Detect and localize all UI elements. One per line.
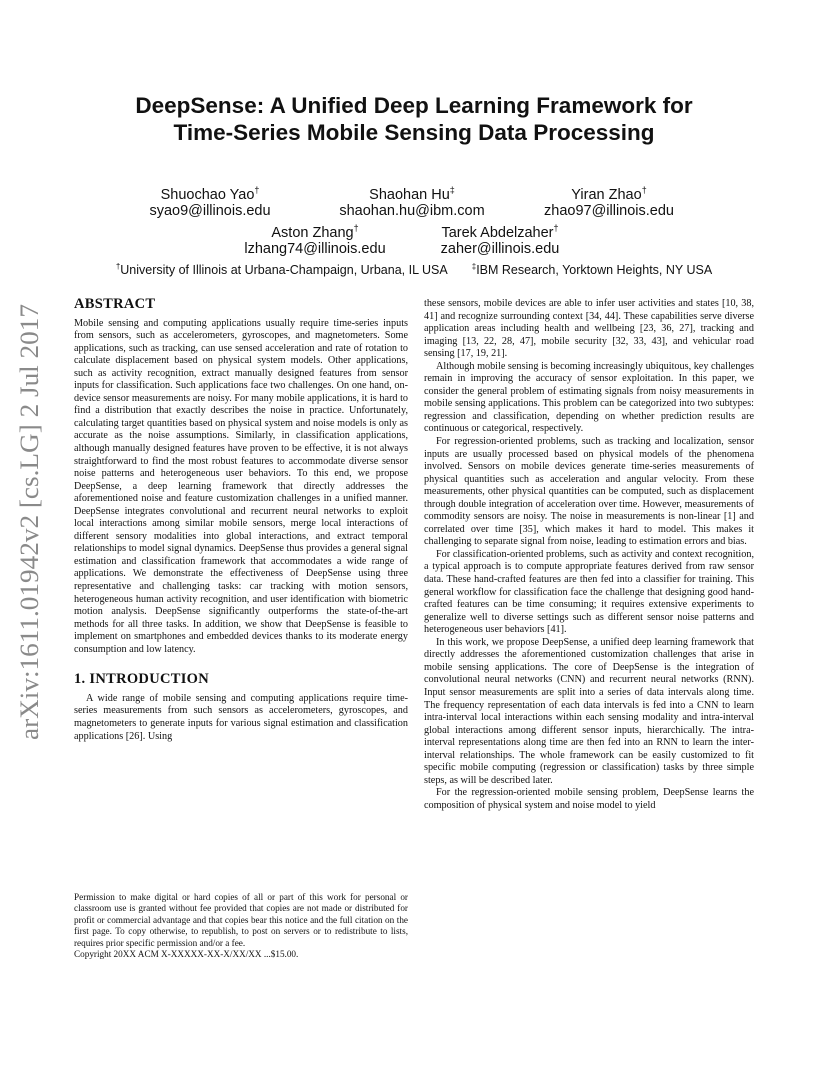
- body-paragraph: Although mobile sensing is becoming increasingly ubiquitous, key challenges remain in improving the accuracy of sensor exploitation. In this paper, we consider the general problem of estimating signals from noisy measurements in mobile sensing applications. This problem can be categorized into two subtypes: regression and classification, depending on whether prediction results are continuous or categorical, respectively.: [424, 360, 754, 435]
- affiliation-mark: ‡: [471, 262, 477, 271]
- body-paragraph: For regression-oriented problems, such as tracking and localization, sensor inputs are usually processed based on physical models of the phenomena involved. Sensors on mobile devices generate time-series measurements of physical quantities such as acceleration and angular velocity. From these measurements, other physical quantities can be computed, such as displacement through double integration of acceleration over time. However, measurements of commodity sensors are noisy. The noise in measurements is non-linear [1] and correlated over time [35], which makes it hard to model. This makes it challenging to separate signal from noise, leading to estimation errors and bias.: [424, 436, 754, 548]
- paper-title: [60, 92, 768, 146]
- affiliations: [60, 262, 768, 277]
- author-name: Aston Zhang: [271, 225, 354, 241]
- author-email: zhao97@illinois.edu: [544, 203, 674, 219]
- author-name: Shaohan Hu: [369, 187, 450, 203]
- body-paragraph: these sensors, mobile devices are able to infer user activities and states [10, 38, 41] and recognize surrounding context [34, 44]. These capabilities serve diverse application areas including health and wellbeing [23, 36, 27], tracking and imaging [13, 22, 28, 47], mobile security [32, 33, 43], and vehicular road sensing [17, 19, 21].: [424, 298, 754, 360]
- affiliation-mark: †: [553, 223, 559, 233]
- title-line-1: DeepSense: A Unified Deep Learning Framework for: [135, 93, 693, 118]
- affiliation-mark: ‡: [449, 185, 455, 195]
- permission-text: Permission to make digital or hard copies of all or part of this work for personal or classroom use is granted without fee provided that copies are not made or distributed for profit or commercial advantage and that copies bear this notice and the full citation on the first page. To copy otherwise, to republish, to post on servers or to redistribute to lists, requires prior specific permission and/or a fee.: [74, 892, 408, 948]
- introduction-heading: 1. INTRODUCTION: [74, 671, 210, 688]
- author-name: Shuochao Yao: [160, 187, 255, 203]
- author-block: [130, 182, 290, 219]
- abstract-text: Mobile sensing and computing applications usually require time-series inputs from sensors, such as accelerometers, gyroscopes, and magnetometers. Some applications, such as tracking, can use sensed acceleration and rate of rotation to calculate displacement based on physical system models. Other applications, such as activity recognition, extract manually designed features from sensor inputs for classification. Such applications face two challenges. On one hand, on-device sensor measurements are noisy. For many mobile applications, it is hard to find a distribution that exactly describes the noise in practice. Unfortunately, calculating target quantities based on physical system and noise models is only as accurate as the noise assumptions. Similarly, in classification applications, although manually designed features have proven to be effective, it is not always straightforward to find the most robust features to accommodate diverse sensor noise patterns and heterogeneous user behaviors. To this end, we propose DeepSense, a deep learning framework that directly addresses the aforementioned noise and feature customization challenges in a unified manner. DeepSense integrates convolutional and recurrent neural networks to exploit local interactions among similar mobile sensors, merge local interactions of different sensory modalities into global interactions, and extract temporal relationships to model signal dynamics. DeepSense thus provides a general signal estimation and classification framework that accommodates a wide range of applications. We demonstrate the effectiveness of DeepSense using three representative and challenging tasks: car tracking with motion sensors, heterogeneous human activity recognition, and user identification with biometric motion analysis. DeepSense significantly outperforms the state-of-the-art methods for all three tasks. In addition, we show that DeepSense is feasible to implement on smartphones and embedded devices thanks to its moderate energy consumption and low latency.: [74, 317, 408, 655]
- affiliation-text: IBM Research, Yorktown Heights, NY USA: [476, 263, 713, 277]
- author-block: [225, 220, 405, 257]
- affiliation-mark: †: [353, 223, 359, 233]
- body-paragraph: For the regression-oriented mobile sensing problem, DeepSense learns the composition of physical system and noise model to yield: [424, 787, 754, 811]
- author-name: Tarek Abdelzaher: [441, 225, 554, 241]
- affiliation: [472, 263, 712, 277]
- affiliation-mark: †: [254, 185, 260, 195]
- body-paragraph: In this work, we propose DeepSense, a unified deep learning framework that directly addresses the aforementioned customization challenges that arise in mobile sensing applications. The core of DeepSense is the integration of convolutional neural networks (CNN) and recurrent neural networks (RNN). Input sensor measurements are split into a series of data intervals along time. The frequency representation of each data intervals is fed into a CNN to learn intra-interval local interactions within each sensing modality and intra-interval global interactions among different sensor inputs, hierarchically. The intra-interval representations along time are then fed into an RNN to learn the inter-interval relationships. The whole framework can be easily customized to fit specific mobile computing (regression or classification) tasks by three simple steps, as will be described later.: [424, 636, 754, 786]
- affiliation-mark: †: [115, 262, 121, 271]
- abstract-heading: ABSTRACT: [74, 296, 156, 312]
- permission-notice: [74, 892, 408, 960]
- affiliation-mark: †: [641, 185, 647, 195]
- arxiv-identifier-stamp: [2, 300, 52, 745]
- affiliation: [116, 263, 448, 277]
- right-column: [424, 298, 754, 974]
- author-email: syao9@illinois.edu: [149, 203, 271, 219]
- title-line-2: Time-Series Mobile Sensing Data Processing: [173, 120, 655, 145]
- author-block: [312, 182, 512, 219]
- copyright-line: Copyright 20XX ACM X-XXXXX-XX-X/XX/XX ...$15.00.: [74, 949, 299, 960]
- affiliation-text: University of Illinois at Urbana-Champaign, Urbana, IL USA: [120, 263, 448, 277]
- left-column: [74, 298, 408, 978]
- author-block: [420, 220, 580, 257]
- author-email: shaohan.hu@ibm.com: [339, 203, 485, 219]
- author-email: lzhang74@illinois.edu: [244, 241, 386, 257]
- author-block: [524, 182, 694, 219]
- author-name: Yiran Zhao: [571, 187, 642, 203]
- author-email: zaher@illinois.edu: [440, 241, 560, 257]
- body-paragraph: For classification-oriented problems, such as activity and context recognition, a typical approach is to compute appropriate features derived from raw sensor data. These hand-crafted features are then fed into a classifier for training. This general workflow for classification face the challenge that designing good hand-crafted features can be time consuming; it requires extensive experiments to generalize well to diverse settings such as different sensor noise patterns and heterogeneous user behaviors [41].: [424, 548, 754, 636]
- arxiv-identifier: arXiv:1611.01942v2 [cs.LG] 2 Jul 2017: [15, 323, 44, 740]
- introduction-paragraph: A wide range of mobile sensing and computing applications require time-series measurements from such sensors as accelerometers, gyroscopes, and magnetometers to generate inputs for various signal estimation and classification applications [26]. Using: [74, 692, 408, 742]
